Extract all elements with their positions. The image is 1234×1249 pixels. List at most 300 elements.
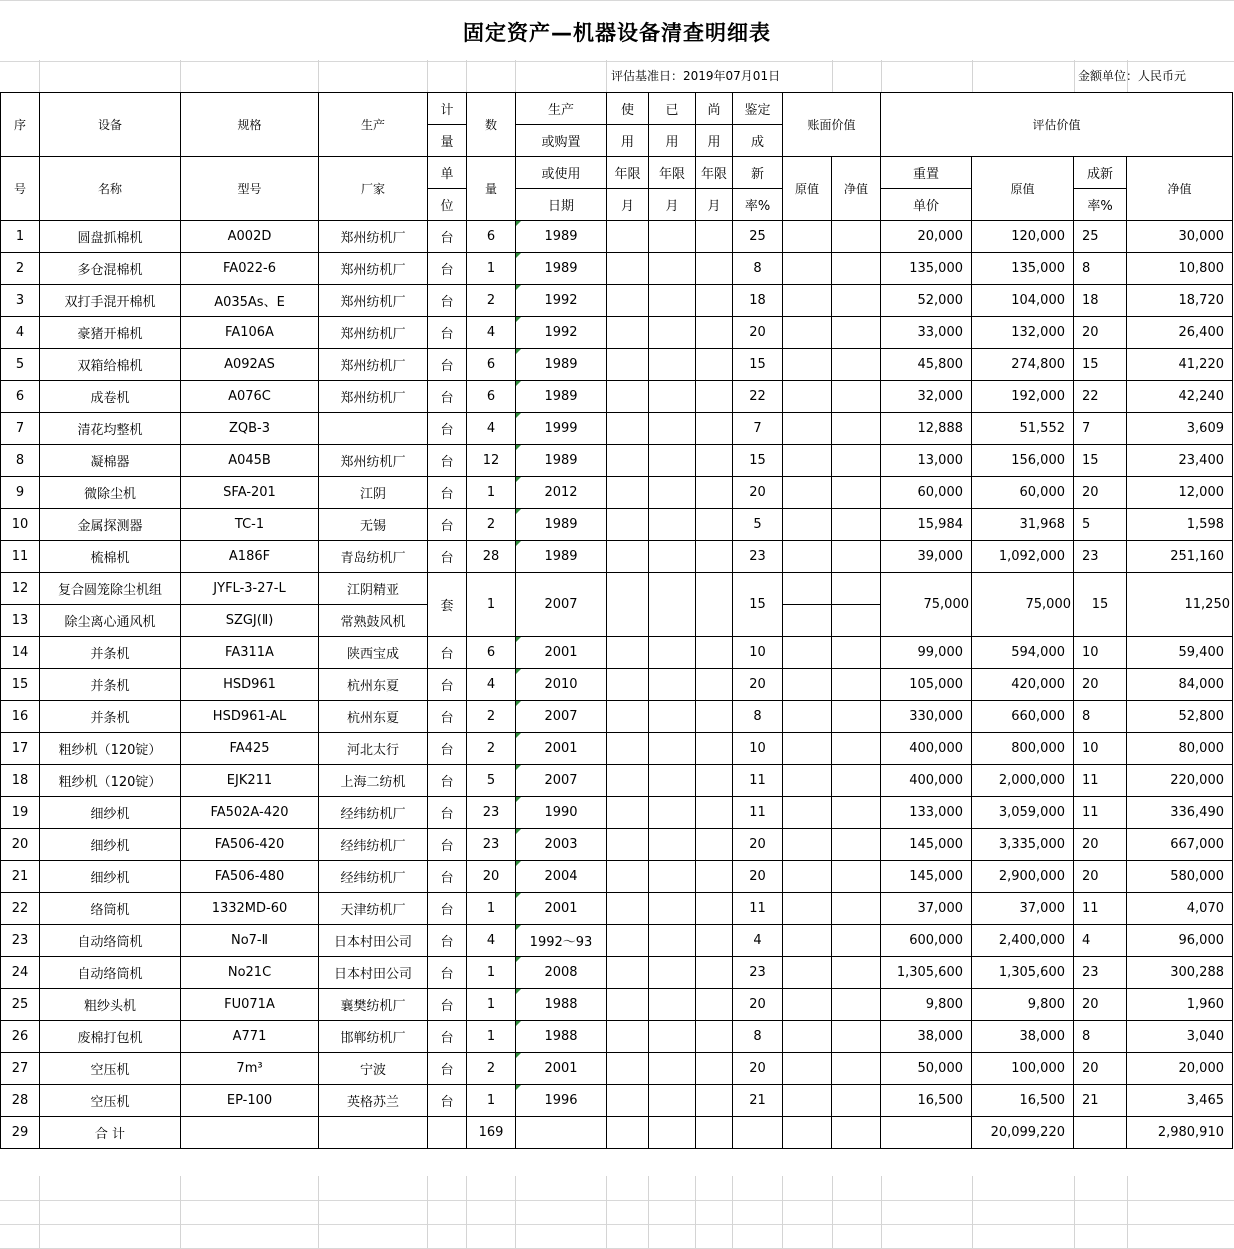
cell-unit: 台 (428, 1021, 467, 1053)
cell-used (607, 381, 649, 413)
cell-used (607, 669, 649, 701)
cell-used (607, 893, 649, 925)
cell-maker (319, 413, 428, 445)
cell-eval-net: 11,250 (1127, 573, 1233, 637)
cell-seq: 4 (1, 317, 40, 349)
cell-book-net (832, 701, 881, 733)
hdr-unit-4: 位 (428, 189, 467, 221)
cell-maker: 郑州纺机厂 (319, 445, 428, 477)
cell-qty: 2 (467, 1053, 516, 1085)
cell-seq: 9 (1, 477, 40, 509)
total-qty: 169 (467, 1117, 516, 1149)
cell-seq: 28 (1, 1085, 40, 1117)
cell-unit-price: 20,000 (881, 221, 972, 253)
cell-date: 2001 (516, 1053, 607, 1085)
cell-eval-rate: 18 (1074, 285, 1127, 317)
hdr-qty-bottom: 量 (467, 157, 516, 221)
cell-maker: 青岛纺机厂 (319, 541, 428, 573)
cell-eval-net: 30,000 (1127, 221, 1233, 253)
hdr-eval-orig: 原值 (972, 157, 1074, 221)
cell-used (607, 445, 649, 477)
cell-model: FU071A (181, 989, 319, 1021)
cell-rate: 5 (733, 509, 783, 541)
cell-eval-orig: 2,900,000 (972, 861, 1074, 893)
cell-book-net (832, 285, 881, 317)
cell-date: 1989 (516, 445, 607, 477)
cell-book-orig (783, 221, 832, 253)
cell-rate: 25 (733, 221, 783, 253)
cell-unit: 套 (428, 573, 467, 637)
cell-empty (783, 1117, 832, 1149)
cell-unit: 台 (428, 957, 467, 989)
cell-date: 2012 (516, 477, 607, 509)
cell-eval-orig: 100,000 (972, 1053, 1074, 1085)
cell-book-net (832, 317, 881, 349)
cell-empty (881, 1117, 972, 1149)
cell-qty: 4 (467, 669, 516, 701)
cell-eval-rate: 11 (1074, 893, 1127, 925)
cell-eval-net: 667,000 (1127, 829, 1233, 861)
cell-seq: 8 (1, 445, 40, 477)
hdr-used-3: 年限 (607, 157, 649, 189)
cell-unit: 台 (428, 253, 467, 285)
cell-book-net (832, 477, 881, 509)
cell-model: No21C (181, 957, 319, 989)
cell-date: 1992～93 (516, 925, 607, 957)
cell-model: FA506-420 (181, 829, 319, 861)
cell-model: 1332MD-60 (181, 893, 319, 925)
cell-maker: 常熟鼓风机 (319, 605, 428, 637)
cell-remain (696, 925, 733, 957)
cell-spent (649, 253, 696, 285)
cell-eval-net: 1,960 (1127, 989, 1233, 1021)
cell-empty (428, 1117, 467, 1149)
table-row (1, 381, 1233, 413)
cell-book-net (832, 349, 881, 381)
cell-unit-price: 52,000 (881, 285, 972, 317)
cell-book-orig (783, 445, 832, 477)
cell-spent (649, 1021, 696, 1053)
cell-used (607, 285, 649, 317)
cell-book-net (832, 765, 881, 797)
cell-rate: 8 (733, 253, 783, 285)
cell-eval-orig: 1,092,000 (972, 541, 1074, 573)
cell-book-orig (783, 1085, 832, 1117)
hdr-rate-4: 率% (733, 189, 783, 221)
cell-seq: 21 (1, 861, 40, 893)
table-row (1, 573, 1233, 605)
cell-unit-price: 13,000 (881, 445, 972, 477)
cell-model: HSD961 (181, 669, 319, 701)
hdr-eval-value: 评估价值 (881, 93, 1233, 157)
cell-eval-net: 336,490 (1127, 797, 1233, 829)
cell-qty: 1 (467, 253, 516, 285)
cell-eval-orig: 75,000 (972, 573, 1074, 637)
table-row (1, 637, 1233, 669)
cell-unit-price: 99,000 (881, 637, 972, 669)
cell-rate: 23 (733, 541, 783, 573)
cell-seq: 14 (1, 637, 40, 669)
cell-eval-rate: 20 (1074, 861, 1127, 893)
header-row-1 (1, 93, 1233, 125)
cell-unit: 台 (428, 701, 467, 733)
cell-spent (649, 381, 696, 413)
hdr-used-2: 用 (607, 125, 649, 157)
cell-qty: 12 (467, 445, 516, 477)
table-row (1, 477, 1233, 509)
table-row (1, 253, 1233, 285)
cell-model: SZGJ(Ⅱ) (181, 605, 319, 637)
cell-maker: 江阴 (319, 477, 428, 509)
cell-seq: 13 (1, 605, 40, 637)
hdr-used-1: 使 (607, 93, 649, 125)
cell-used (607, 701, 649, 733)
cell-used (607, 221, 649, 253)
cell-remain (696, 253, 733, 285)
cell-qty: 1 (467, 989, 516, 1021)
cell-unit-price: 50,000 (881, 1053, 972, 1085)
cell-unit: 台 (428, 285, 467, 317)
cell-book-net (832, 893, 881, 925)
cell-qty: 1 (467, 573, 516, 637)
cell-model: A092AS (181, 349, 319, 381)
cell-model: HSD961-AL (181, 701, 319, 733)
cell-book-net (832, 989, 881, 1021)
cell-remain (696, 413, 733, 445)
cell-eval-orig: 2,000,000 (972, 765, 1074, 797)
cell-remain (696, 1085, 733, 1117)
cell-eval-net: 59,400 (1127, 637, 1233, 669)
cell-maker: 邯郸纺机厂 (319, 1021, 428, 1053)
cell-model: 7m³ (181, 1053, 319, 1085)
cell-seq: 22 (1, 893, 40, 925)
cell-unit-price: 12,888 (881, 413, 972, 445)
cell-rate: 8 (733, 701, 783, 733)
cell-maker: 郑州纺机厂 (319, 253, 428, 285)
hdr-seq-top: 序 (1, 93, 40, 157)
cell-maker: 经纬纺机厂 (319, 829, 428, 861)
cell-qty: 4 (467, 413, 516, 445)
cell-eval-net: 220,000 (1127, 765, 1233, 797)
cell-spent (649, 733, 696, 765)
cell-unit: 台 (428, 669, 467, 701)
cell-eval-net: 96,000 (1127, 925, 1233, 957)
cell-eval-net: 80,000 (1127, 733, 1233, 765)
cell-name: 清花均整机 (40, 413, 181, 445)
table-row (1, 413, 1233, 445)
cell-remain (696, 861, 733, 893)
cell-date: 2001 (516, 893, 607, 925)
cell-unit: 台 (428, 989, 467, 1021)
cell-seq: 27 (1, 1053, 40, 1085)
cell-model: SFA-201 (181, 477, 319, 509)
cell-empty (733, 1117, 783, 1149)
cell-remain (696, 669, 733, 701)
cell-date: 1989 (516, 221, 607, 253)
info-row (0, 60, 1234, 92)
cell-unit: 台 (428, 733, 467, 765)
cell-unit: 台 (428, 509, 467, 541)
cell-used (607, 509, 649, 541)
total-label: 合 计 (40, 1117, 181, 1149)
cell-eval-net: 42,240 (1127, 381, 1233, 413)
cell-unit: 台 (428, 829, 467, 861)
cell-qty: 2 (467, 509, 516, 541)
cell-unit-price: 135,000 (881, 253, 972, 285)
hdr-unit-2: 量 (428, 125, 467, 157)
empty-row (0, 1176, 1234, 1201)
cell-seq: 3 (1, 285, 40, 317)
hdr-date-2: 或购置 (516, 125, 607, 157)
cell-qty: 1 (467, 1085, 516, 1117)
cell-model: A035As、E (181, 285, 319, 317)
cell-book-net (832, 541, 881, 573)
cell-maker: 经纬纺机厂 (319, 797, 428, 829)
cell-maker: 襄樊纺机厂 (319, 989, 428, 1021)
cell-name: 梳棉机 (40, 541, 181, 573)
hdr-date-3: 或使用 (516, 157, 607, 189)
cell-date: 1988 (516, 989, 607, 1021)
cell-rate: 11 (733, 893, 783, 925)
cell-remain (696, 509, 733, 541)
cell-maker: 杭州东夏 (319, 701, 428, 733)
cell-used (607, 765, 649, 797)
hdr-qty-top: 数 (467, 93, 516, 157)
cell-spent (649, 765, 696, 797)
cell-used (607, 797, 649, 829)
hdr-spent-3: 年限 (649, 157, 696, 189)
hdr-spent-2: 用 (649, 125, 696, 157)
cell-eval-rate: 8 (1074, 1021, 1127, 1053)
hdr-used-4: 月 (607, 189, 649, 221)
cell-eval-orig: 104,000 (972, 285, 1074, 317)
cell-rate: 8 (733, 1021, 783, 1053)
table-row (1, 1053, 1233, 1085)
cell-date: 2010 (516, 669, 607, 701)
cell-book-net (832, 669, 881, 701)
hdr-spent-1: 已 (649, 93, 696, 125)
cell-rate: 20 (733, 477, 783, 509)
cell-eval-orig: 51,552 (972, 413, 1074, 445)
cell-name: 粗纱头机 (40, 989, 181, 1021)
cell-book-net (832, 253, 881, 285)
cell-spent (649, 1085, 696, 1117)
cell-spent (649, 637, 696, 669)
cell-book-orig (783, 1053, 832, 1085)
cell-book-net (832, 1021, 881, 1053)
cell-name: 并条机 (40, 669, 181, 701)
cell-spent (649, 861, 696, 893)
cell-date: 1992 (516, 285, 607, 317)
cell-unit: 台 (428, 797, 467, 829)
hdr-name-top: 设备 (40, 93, 181, 157)
cell-used (607, 733, 649, 765)
cell-unit-price: 60,000 (881, 477, 972, 509)
hdr-maker-top: 生产 (319, 93, 428, 157)
cell-eval-net: 52,800 (1127, 701, 1233, 733)
cell-spent (649, 925, 696, 957)
cell-unit-price: 37,000 (881, 893, 972, 925)
cell-eval-rate: 20 (1074, 477, 1127, 509)
cell-name: 络筒机 (40, 893, 181, 925)
cell-book-net (832, 861, 881, 893)
cell-seq: 6 (1, 381, 40, 413)
cell-eval-net: 18,720 (1127, 285, 1233, 317)
cell-spent (649, 413, 696, 445)
cell-qty: 5 (467, 765, 516, 797)
cell-empty (696, 1117, 733, 1149)
hdr-remain-3: 年限 (696, 157, 733, 189)
cell-qty: 2 (467, 285, 516, 317)
empty-row (0, 1224, 1234, 1249)
cell-rate: 4 (733, 925, 783, 957)
table-row (1, 221, 1233, 253)
cell-unit: 台 (428, 221, 467, 253)
cell-maker: 江阴精亚 (319, 573, 428, 605)
cell-remain (696, 349, 733, 381)
cell-qty: 6 (467, 349, 516, 381)
cell-eval-orig: 132,000 (972, 317, 1074, 349)
cell-unit-price: 1,305,600 (881, 957, 972, 989)
cell-eval-rate: 4 (1074, 925, 1127, 957)
hdr-rate-1: 鉴定 (733, 93, 783, 125)
cell-rate: 20 (733, 989, 783, 1021)
cell-book-orig (783, 477, 832, 509)
cell-eval-net: 251,160 (1127, 541, 1233, 573)
cell-maker: 上海二纺机 (319, 765, 428, 797)
cell-remain (696, 573, 733, 637)
cell-eval-orig: 16,500 (972, 1085, 1074, 1117)
cell-name: 成卷机 (40, 381, 181, 413)
cell-eval-net: 3,040 (1127, 1021, 1233, 1053)
cell-eval-net: 4,070 (1127, 893, 1233, 925)
cell-used (607, 925, 649, 957)
cell-name: 双打手混开棉机 (40, 285, 181, 317)
cell-book-orig (783, 285, 832, 317)
cell-maker: 郑州纺机厂 (319, 381, 428, 413)
cell-book-orig (783, 861, 832, 893)
cell-eval-rate: 11 (1074, 765, 1127, 797)
cell-book-orig (783, 605, 832, 637)
cell-maker: 天津纺机厂 (319, 893, 428, 925)
cell-remain (696, 829, 733, 861)
cell-eval-rate: 20 (1074, 317, 1127, 349)
cell-rate: 10 (733, 733, 783, 765)
cell-qty: 28 (467, 541, 516, 573)
cell-spent (649, 349, 696, 381)
cell-eval-orig: 420,000 (972, 669, 1074, 701)
cell-remain (696, 893, 733, 925)
cell-eval-orig: 3,335,000 (972, 829, 1074, 861)
cell-book-orig (783, 957, 832, 989)
base-date: 评估基准日：2019年07月01日 (611, 69, 781, 83)
cell-spent (649, 989, 696, 1021)
hdr-model-top: 规格 (181, 93, 319, 157)
cell-eval-rate: 7 (1074, 413, 1127, 445)
cell-rate: 22 (733, 381, 783, 413)
cell-eval-rate: 10 (1074, 637, 1127, 669)
cell-book-net (832, 509, 881, 541)
cell-maker: 日本村田公司 (319, 925, 428, 957)
cell-rate: 7 (733, 413, 783, 445)
cell-unit-price: 133,000 (881, 797, 972, 829)
cell-spent (649, 285, 696, 317)
cell-remain (696, 1021, 733, 1053)
hdr-name-bottom: 名称 (40, 157, 181, 221)
cell-remain (696, 381, 733, 413)
cell-date: 1989 (516, 381, 607, 413)
cell-seq: 15 (1, 669, 40, 701)
cell-seq: 19 (1, 797, 40, 829)
cell-maker: 郑州纺机厂 (319, 317, 428, 349)
cell-remain (696, 957, 733, 989)
cell-maker: 经纬纺机厂 (319, 861, 428, 893)
total-row (1, 1117, 1233, 1149)
hdr-unit-3: 单 (428, 157, 467, 189)
cell-unit-price: 39,000 (881, 541, 972, 573)
cell-model: FA311A (181, 637, 319, 669)
cell-spent (649, 669, 696, 701)
cell-rate: 10 (733, 637, 783, 669)
cell-eval-net: 84,000 (1127, 669, 1233, 701)
cell-name: 粗纱机（120锭） (40, 733, 181, 765)
cell-book-orig (783, 701, 832, 733)
cell-seq: 26 (1, 1021, 40, 1053)
cell-date: 2001 (516, 637, 607, 669)
cell-name: 圆盘抓棉机 (40, 221, 181, 253)
cell-model: EJK211 (181, 765, 319, 797)
cell-unit: 台 (428, 637, 467, 669)
cell-spent (649, 445, 696, 477)
cell-qty: 1 (467, 1021, 516, 1053)
cell-name: 细纱机 (40, 829, 181, 861)
cell-unit: 台 (428, 445, 467, 477)
cell-used (607, 477, 649, 509)
cell-rate: 11 (733, 797, 783, 829)
cell-maker: 郑州纺机厂 (319, 221, 428, 253)
cell-name: 自动络筒机 (40, 957, 181, 989)
cell-eval-rate: 20 (1074, 1053, 1127, 1085)
hdr-remain-1: 尚 (696, 93, 733, 125)
cell-book-orig (783, 989, 832, 1021)
cell-eval-rate: 25 (1074, 221, 1127, 253)
cell-unit: 台 (428, 925, 467, 957)
cell-empty (832, 1117, 881, 1149)
cell-used (607, 1053, 649, 1085)
cell-seq: 29 (1, 1117, 40, 1149)
cell-name: 废棉打包机 (40, 1021, 181, 1053)
cell-book-orig (783, 349, 832, 381)
hdr-book-orig: 原值 (783, 157, 832, 221)
cell-unit-price: 45,800 (881, 349, 972, 381)
hdr-book-value: 账面价值 (783, 93, 881, 157)
cell-eval-orig: 156,000 (972, 445, 1074, 477)
cell-spent (649, 541, 696, 573)
cell-name: 豪猪开棉机 (40, 317, 181, 349)
cell-date: 2007 (516, 573, 607, 637)
cell-spent (649, 797, 696, 829)
cell-book-orig (783, 765, 832, 797)
cell-maker: 河北太行 (319, 733, 428, 765)
table-row (1, 829, 1233, 861)
cell-rate: 21 (733, 1085, 783, 1117)
cell-name: 自动络筒机 (40, 925, 181, 957)
cell-book-orig (783, 829, 832, 861)
cell-model: FA502A-420 (181, 797, 319, 829)
hdr-date-4: 日期 (516, 189, 607, 221)
cell-qty: 20 (467, 861, 516, 893)
cell-name: 并条机 (40, 637, 181, 669)
